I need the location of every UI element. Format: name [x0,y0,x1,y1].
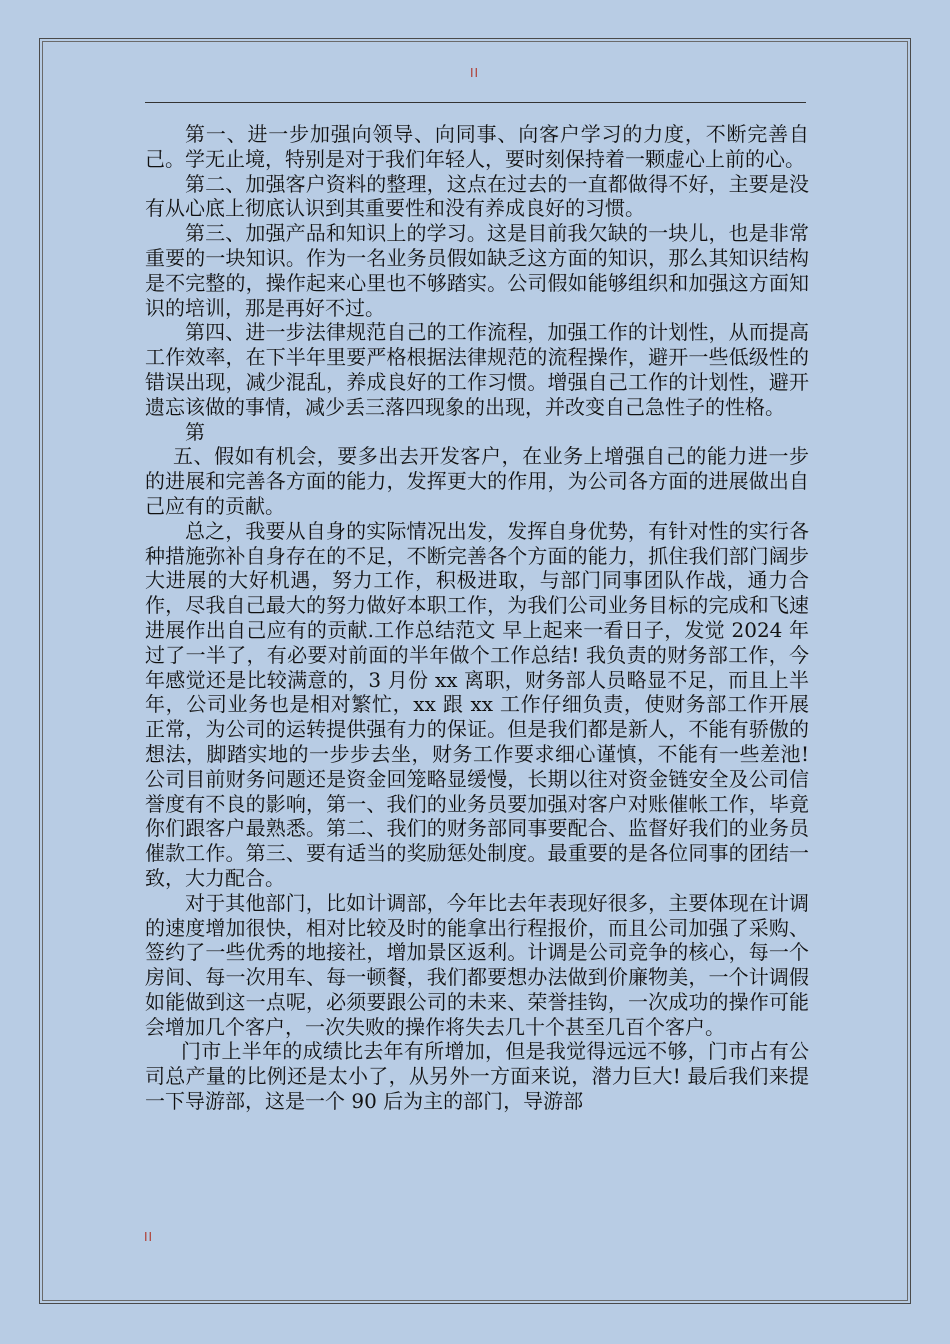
paragraph-5: 五、假如有机会，要多出去开发客户，在业务上增强自己的能力进一步的进展和完善各方面的能力，发挥更大的作用，为公司各方面的进展做出自己应有的贡献。 [145,444,809,518]
document-body [145,122,809,1114]
header-rule [145,102,806,103]
paragraph-5-label: 第 [185,419,205,444]
footer-mark: II [144,1230,154,1244]
paragraph-6: 总之，我要从自身的实际情况出发，发挥自身优势，有针对性的实行各种措施弥补自身存在的不足，不断完善各个方面的能力，抓住我们部门阔步大进展的大好机遇，努力工作，积极进取，与部门同事团队作战，通力合作，尽我自己最大的努力做好本职工作，为我们公司业务目标的完成和飞速进展作出自己应有的贡献.工作总结范文 早上起来一看日子，发觉 2024 年过了一半了，有必要对前面的半年做个工作总结! 我负责的财务部工作，今年感觉还是比较满意的，3 月份 xx 离职，财务部人员略显不足，而且上半年，公司业务也是相对繁忙，xx 跟 xx 工作仔细负责，使财务部工作开展正常，为公司的运转提供强有力的保证。但是我们都是新人，不能有骄傲的想法，脚踏实地的一步步去坐，财务工作要求细心谨慎，不能有一些差池! 公司目前财务问题还是资金回笼略显缓慢，长期以往对资金链安全及公司信誉度有不良的影响，第一、我们的业务员要加强对客户对账催帐工作，毕竟你们跟客户最熟悉。第二、我们的财务部同事要配合、监督好我们的业务员催款工作。第三、要有适当的奖励惩处制度。最重要的是各位同事的团结一致，大力配合。 [145,518,809,890]
paragraph-8: 门市上半年的成绩比去年有所增加，但是我觉得远远不够，门市占有公司总产量的比例还是太小了，从另外一方面来说，潜力巨大! 最后我们来提一下导游部，这是一个 90 后为主的部门，导游部 [145,1039,809,1114]
paragraph-1: 第一、进一步加强向领导、向同事、向客户学习的力度，不断完善自己。学无止境，特别是对于我们年轻人，要时刻保持着一颗虚心上前的心。 [145,122,809,171]
paragraph-4: 第四、进一步法律规范自己的工作流程，加强工作的计划性，从而提高工作效率，在下半年里要严格根据法律规范的流程操作，避开一些低级性的错误出现，减少混乱，养成良好的工作习惯。增强自己工作的计划性，避开遗忘该做的事情，减少丢三落四现象的出现，并改变自己急性子的性格。 [145,320,809,419]
paragraph-7: 对于其他部门，比如计调部，今年比去年表现好很多，主要体现在计调的速度增加很快，相对比较及时的能拿出行程报价，而且公司加强了采购、签约了一些优秀的地接社，增加景区返利。计调是公司竞争的核心，每一个房间、每一次用车、每一顿餐，我们都要想办法做到价廉物美，一个计调假如能做到这一点呢，必须要跟公司的未来、荣誉挂钩，一次成功的操作可能会增加几个客户，一次失败的操作将失去几十个甚至几百个客户。 [145,890,809,1039]
header-mark: II [470,66,480,80]
paragraph-3: 第三、加强产品和知识上的学习。这是目前我欠缺的一块儿，也是非常重要的一块知识。作为一名业务员假如缺乏这方面的知识，那么其知识结构是不完整的，操作起来心里也不够踏实。公司假如能够组织和加强这方面知识的培训，那是再好不过。 [145,221,809,320]
paragraph-2: 第二、加强客户资料的整理，这点在过去的一直都做得不好，主要是没有从心底上彻底认识到其重要性和没有养成良好的习惯。 [145,171,809,221]
